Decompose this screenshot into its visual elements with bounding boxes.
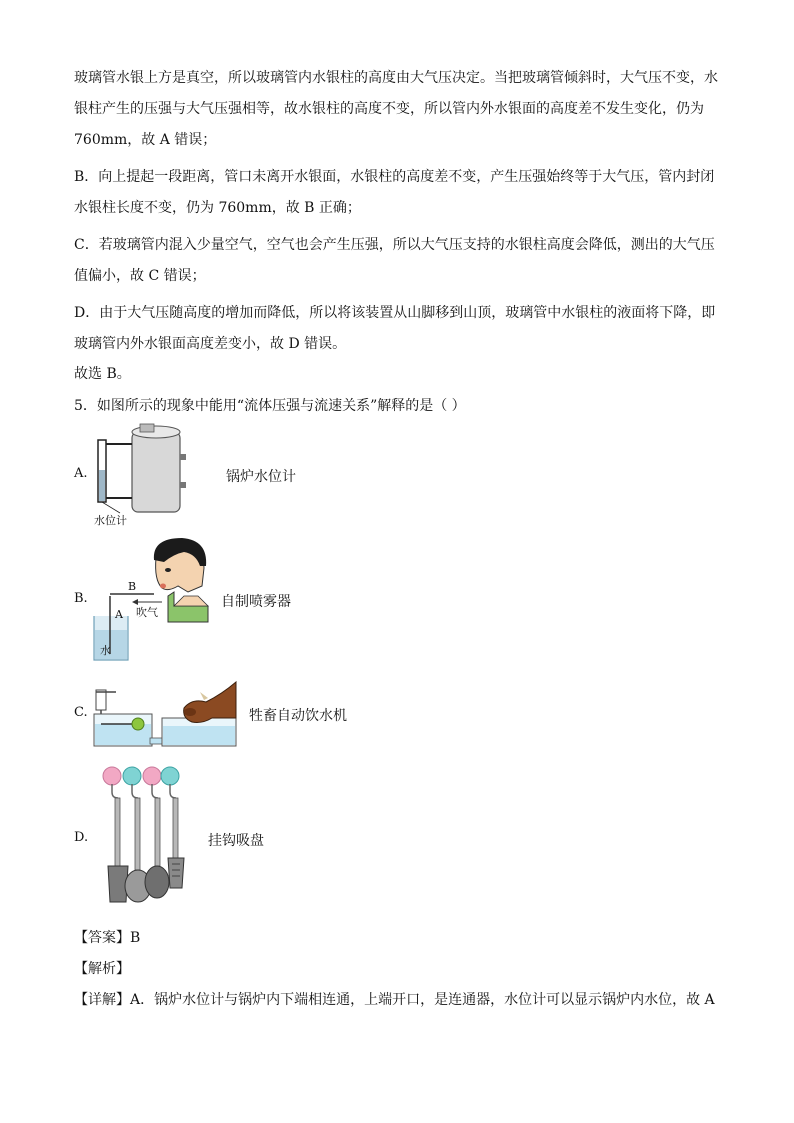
- explanation-c-line-1: C．若玻璃管内混入少量空气，空气也会产生压强，所以大气压支持的水银柱高度会降低，测出的大气压: [74, 237, 715, 253]
- boiler-gauge-figure: [90, 420, 190, 530]
- conclusion: 故选 B。: [74, 366, 131, 382]
- explanation-line-2: 银柱产生的压强与大气压强相等，故水银柱的高度不变，所以管内外水银面的高度差不发生变化，仍为: [74, 101, 704, 117]
- analysis-tag: 【解析】: [74, 961, 130, 977]
- explanation-b-line-1: B．向上提起一段距离，管口未离开水银面，水银柱的高度差不变，产生压强始终等于大气压，管内封闭: [74, 169, 715, 185]
- explanation-d-line-2: 玻璃管内外水银面高度差变小，故 D 错误。: [74, 336, 347, 352]
- detail-text: A．锅炉水位计与锅炉内下端相连通，上端开口，是连通器，水位计可以显示锅炉内水位，故 A: [130, 992, 715, 1008]
- livestock-drinker-figure: [92, 678, 238, 748]
- water-label: 水: [100, 644, 111, 657]
- gauge-label: 水位计: [94, 514, 127, 527]
- sprayer-figure: [88, 536, 212, 664]
- option-a-label: A.: [74, 466, 88, 481]
- option-d-caption: 挂钩吸盘: [208, 833, 264, 849]
- option-c-caption: 牲畜自动饮水机: [249, 708, 347, 724]
- tube-b-label: B: [128, 580, 137, 593]
- explanation-c-line-2: 值偏小，故 C 错误；: [74, 268, 206, 284]
- option-d-label: D.: [74, 830, 89, 845]
- answer-tag: 【答案】: [74, 930, 130, 946]
- detail-tag: 【详解】: [74, 992, 130, 1008]
- answer-line: [74, 928, 140, 948]
- explanation-b-line-2: 水银柱长度不变，仍为 760mm，故 B 正确；: [74, 200, 361, 216]
- explanation-d-line-1: D．由于大气压随高度的增加而降低，所以将该装置从山脚移到山顶，玻璃管中水银柱的液面将下降，即: [74, 305, 716, 321]
- option-a-caption: 锅炉水位计: [226, 469, 296, 485]
- explanation-line-1: 玻璃管水银上方是真空，所以玻璃管内水银柱的高度由大气压决定。当把玻璃管倾斜时，大气压不变，水: [74, 70, 718, 86]
- question-stem: 5．如图所示的现象中能用“流体压强与流速关系”解释的是（ ）: [74, 398, 466, 414]
- tube-a-label: A: [115, 608, 123, 621]
- blow-label: 吹气: [136, 606, 158, 619]
- option-b-caption: 自制喷雾器: [221, 594, 291, 610]
- suction-hook-figure: [98, 764, 188, 906]
- explanation-line-3: 760mm，故 A 错误；: [74, 132, 217, 148]
- answer-value: B: [130, 930, 141, 946]
- option-c-label: C.: [74, 705, 88, 720]
- detail-line: [74, 990, 715, 1010]
- option-b-label: B.: [74, 591, 88, 606]
